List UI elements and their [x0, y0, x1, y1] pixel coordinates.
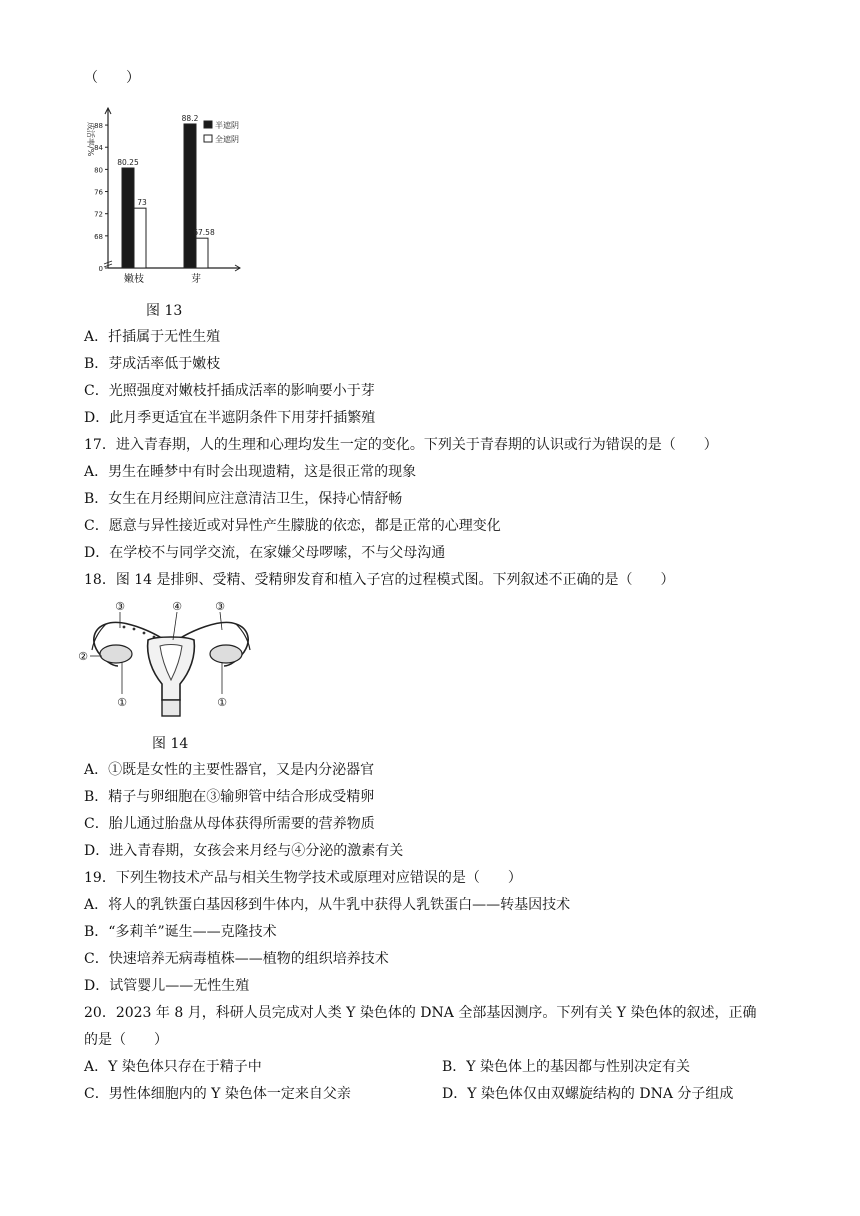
y-tick-label: 84	[94, 144, 103, 153]
bar-value-label: 67.58	[193, 228, 215, 238]
q16-answer-bracket: （ ）	[84, 70, 140, 86]
q20-option-c: C．男性体细胞内的 Y 染色体一定来自父亲	[84, 1086, 351, 1102]
q16-option-b: B．芽成活率低于嫩枝	[84, 356, 221, 372]
legend-swatch	[204, 121, 212, 128]
label-3-right: ③	[215, 600, 225, 613]
right-ovary	[210, 645, 242, 663]
q19-stem: 19．下列生物技术产品与相关生物学技术或原理对应错误的是（ ）	[84, 870, 522, 886]
bar-value-label: 80.25	[117, 158, 139, 167]
vagina	[162, 700, 180, 716]
label-1-left: ①	[117, 696, 127, 709]
q16-option-d: D．此月季更适宜在半遮阴条件下用芽扦插繁殖	[84, 410, 376, 426]
figure-13-caption: 图 13	[146, 303, 183, 319]
category-label: 芽	[191, 274, 201, 285]
label-1-right: ①	[217, 696, 227, 709]
y-tick-label: 68	[94, 232, 103, 241]
q18-option-d: D．进入青春期，女孩会来月经与④分泌的激素有关	[84, 843, 404, 859]
label-2: ②	[78, 650, 88, 663]
q17-stem: 17．进入青春期，人的生理和心理均发生一定的变化。下列关于青春期的认识或行为错误的是（ ）	[84, 437, 718, 453]
y-tick-label: 72	[94, 210, 103, 219]
bar-0-1	[134, 208, 146, 268]
bar-1-0	[184, 124, 196, 268]
left-ovary	[100, 645, 132, 663]
bar-value-label: 88.2	[181, 113, 199, 123]
q20-option-b: B．Y 染色体上的基因都与性别决定有关	[442, 1059, 690, 1075]
q20-option-a: A．Y 染色体只存在于精子中	[84, 1059, 262, 1075]
label-3-left: ③	[115, 600, 125, 613]
q16-option-a: A．扦插属于无性生殖	[84, 329, 221, 345]
legend-label: 全遮阴	[215, 135, 239, 144]
q17-option-a: A．男生在睡梦中有时会出现遗精，这是很正常的现象	[84, 464, 417, 480]
label-4: ④	[172, 600, 182, 613]
category-label: 嫩枝	[124, 274, 144, 285]
legend-label: 半遮阴	[215, 121, 239, 130]
y-axis-label: 成活率/%	[86, 122, 95, 157]
q17-option-d: D．在学校不与同学交流，在家嫌父母啰嗦，不与父母沟通	[84, 545, 446, 561]
q16-option-c: C．光照强度对嫩枝扦插成活率的影响要小于芽	[84, 383, 375, 399]
figure-13-bar-chart	[80, 100, 250, 290]
y-tick-label: 0	[98, 265, 103, 273]
y-tick-label: 88	[94, 122, 103, 131]
q19-option-a: A．将人的乳铁蛋白基因移到牛体内，从牛乳中获得人乳铁蛋白——转基因技术	[84, 897, 571, 913]
q20-stem-line-1: 20．2023 年 8 月，科研人员完成对人类 Y 染色体的 DNA 全部基因测序。下列有关 Y 染色体的叙述，正确	[84, 1005, 757, 1021]
legend-swatch	[204, 135, 212, 142]
figure-14-reproductive-diagram	[76, 600, 266, 720]
q20-stem-line-2: 的是（ ）	[84, 1032, 168, 1048]
bar-0-0	[122, 168, 134, 268]
q18-option-b: B．精子与卵细胞在③输卵管中结合形成受精卵	[84, 789, 375, 805]
y-tick-label: 80	[94, 166, 103, 175]
q20-option-d: D．Y 染色体仅由双螺旋结构的 DNA 分子组成	[442, 1086, 734, 1102]
q19-option-b: B．“多莉羊”诞生——克隆技术	[84, 924, 277, 940]
q18-option-c: C．胎儿通过胎盘从母体获得所需要的营养物质	[84, 816, 375, 832]
q17-option-c: C．愿意与异性接近或对异性产生朦胧的依恋，都是正常的心理变化	[84, 518, 501, 534]
bar-value-label: 73	[137, 198, 147, 208]
q19-option-c: C．快速培养无病毒植株——植物的组织培养技术	[84, 951, 389, 967]
q19-option-d: D．试管婴儿——无性生殖	[84, 978, 250, 994]
figure-14-caption: 图 14	[152, 736, 189, 752]
q18-stem: 18．图 14 是排卵、受精、受精卵发育和植入子宫的过程模式图。下列叙述不正确的是（ ）	[84, 572, 675, 588]
q18-option-a: A．①既是女性的主要性器官，又是内分泌器官	[84, 762, 375, 778]
bar-1-1	[196, 238, 208, 268]
y-tick-label: 76	[94, 188, 103, 197]
q17-option-b: B．女生在月经期间应注意清洁卫生，保持心情舒畅	[84, 491, 403, 507]
